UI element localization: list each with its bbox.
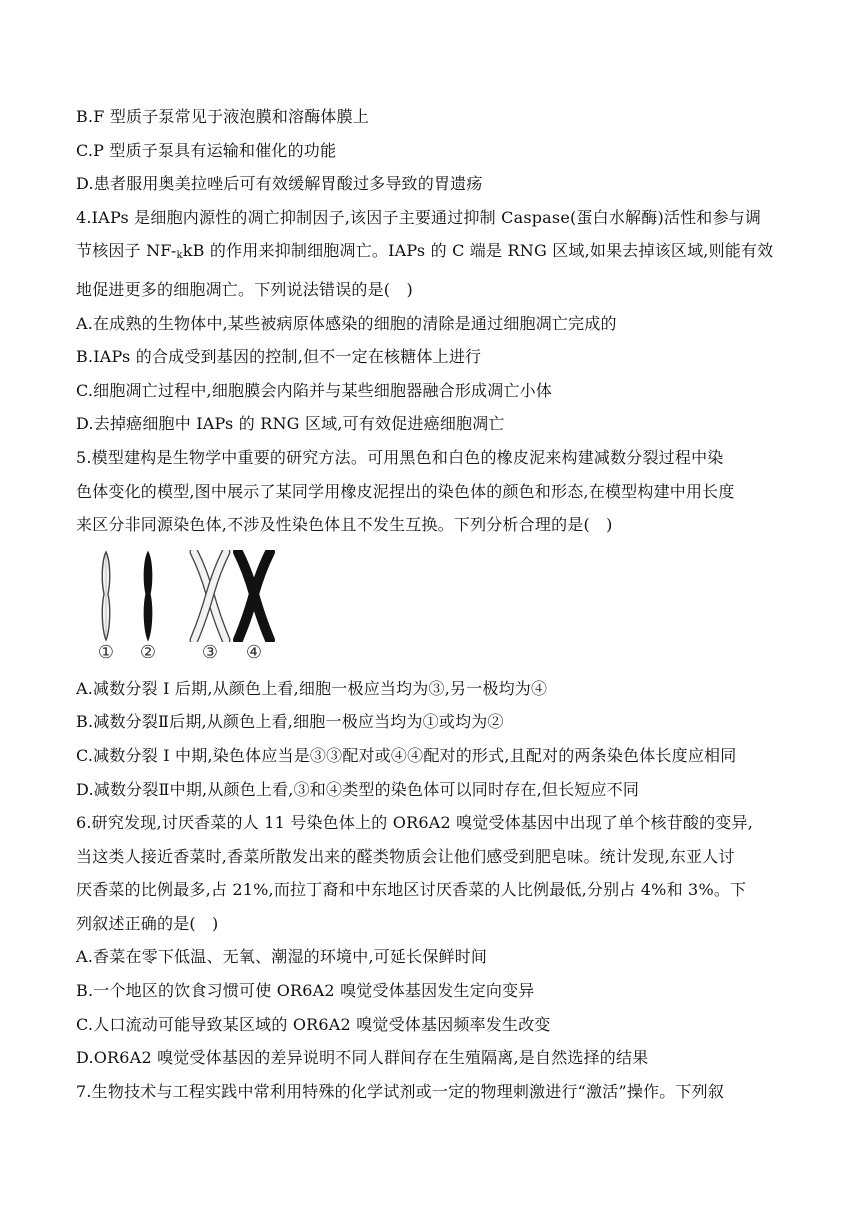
white-chromosome-icon	[96, 550, 116, 642]
figure-label-2: ②	[139, 641, 157, 663]
stem-fragment: 节核因子 NF-	[76, 241, 177, 261]
option-b: B.一个地区的饮食习惯可使 OR6A2 嗅觉受体基因发生定向变异	[76, 981, 535, 1001]
question-stem: 当这类人接近香菜时,香菜所散发出来的醛类物质会让他们感受到肥皂味。统计发现,东亚人讨	[76, 846, 735, 866]
option-d: D.去掉癌细胞中 IAPs 的 RNG 区域,可有效促进癌细胞凋亡	[76, 414, 505, 434]
question-stem: 列叙述正确的是( )	[76, 913, 219, 933]
question-stem: 色体变化的模型,图中展示了某同学用橡皮泥捏出的染色体的颜色和形态,在模型构建中用长度	[76, 481, 735, 501]
question-stem: 7.生物技术与工程实践中常利用特殊的化学试剂或一定的物理刺激进行“激活”操作。下列叙	[76, 1081, 725, 1101]
question-stem: 地促进更多的细胞凋亡。下列说法错误的是( )	[76, 279, 413, 299]
question-stem: 6.研究发现,讨厌香菜的人 11 号染色体上的 OR6A2 嗅觉受体基因中出现了单个核苷酸的变异,	[76, 813, 754, 833]
figure-label-1: ①	[97, 641, 115, 663]
question-7	[76, 1075, 786, 1109]
option-line: C.P 型质子泵具有运输和催化的功能	[76, 140, 337, 160]
option-b: B.IAPs 的合成受到基因的控制,但不一定在核糖体上进行	[76, 347, 482, 367]
option-a: A.香菜在零下低温、无氧、潮湿的环境中,可延长保鲜时间	[76, 947, 488, 967]
question-4	[76, 201, 786, 441]
option-line: B.F 型质子泵常见于液泡膜和溶酶体膜上	[76, 107, 370, 126]
option-c: C.细胞凋亡过程中,细胞膜会内陷并与某些细胞器融合形成凋亡小体	[76, 380, 553, 400]
question-stem: 4.IAPs 是细胞内源性的凋亡抑制因子,该因子主要通过抑制 Caspase(蛋白水解酶)活性和参与调	[76, 207, 762, 227]
option-a: A.在成熟的生物体中,某些被病原体感染的细胞的清除是通过细胞凋亡完成的	[76, 313, 617, 333]
option-line: D.患者服用奥美拉唑后可有效缓解胃酸过多导致的胃遗疡	[76, 174, 483, 194]
subscript-k: k	[176, 250, 183, 262]
option-c: C.减数分裂 I 中期,染色体应当是③③配对或④④配对的形式,且配对的两条染色体长度应相同	[76, 745, 737, 765]
option-d: D.OR6A2 嗅觉受体基因的差异说明不同人群间存在生殖隔离,是自然选择的结果	[76, 1048, 649, 1068]
stem-fragment: kB 的作用来抑制细胞凋亡。IAPs 的 C 端是 RNG 区域,如果去掉该区域,则能有效	[182, 241, 774, 261]
question-stem: 来区分非同源染色体,不涉及性染色体且不发生互换。下列分析合理的是( )	[76, 515, 613, 535]
black-x-chromosome-icon	[232, 550, 276, 642]
option-b: B.减数分裂Ⅱ后期,从颜色上看,细胞一极应当均为①或均为②	[76, 712, 504, 732]
previous-question-options	[76, 100, 786, 201]
figure-label-3: ③	[201, 641, 219, 663]
chromosome-figure	[84, 544, 284, 668]
option-a: A.减数分裂 I 后期,从颜色上看,细胞一极应当均为③,另一极均为④	[76, 678, 548, 698]
document-page	[76, 100, 786, 1108]
question-6	[76, 806, 786, 1075]
question-stem	[76, 234, 786, 273]
question-stem: 5.模型建构是生物学中重要的研究方法。可用黑色和白色的橡皮泥来构建减数分裂过程中染	[76, 447, 724, 467]
option-d: D.减数分裂Ⅱ中期,从颜色上看,③和④类型的染色体可以同时存在,但长短应不同	[76, 779, 640, 799]
question-stem: 厌香菜的比例最多,占 21%,而拉丁裔和中东地区讨厌香菜的人比例最低,分别占 4%和 3%。下	[76, 880, 747, 900]
figure-label-4: ④	[245, 641, 263, 663]
option-c: C.人口流动可能导致某区域的 OR6A2 嗅觉受体基因频率发生改变	[76, 1014, 551, 1034]
question-5	[76, 441, 786, 806]
black-chromosome-icon	[138, 550, 158, 642]
white-x-chromosome-icon	[188, 550, 232, 642]
